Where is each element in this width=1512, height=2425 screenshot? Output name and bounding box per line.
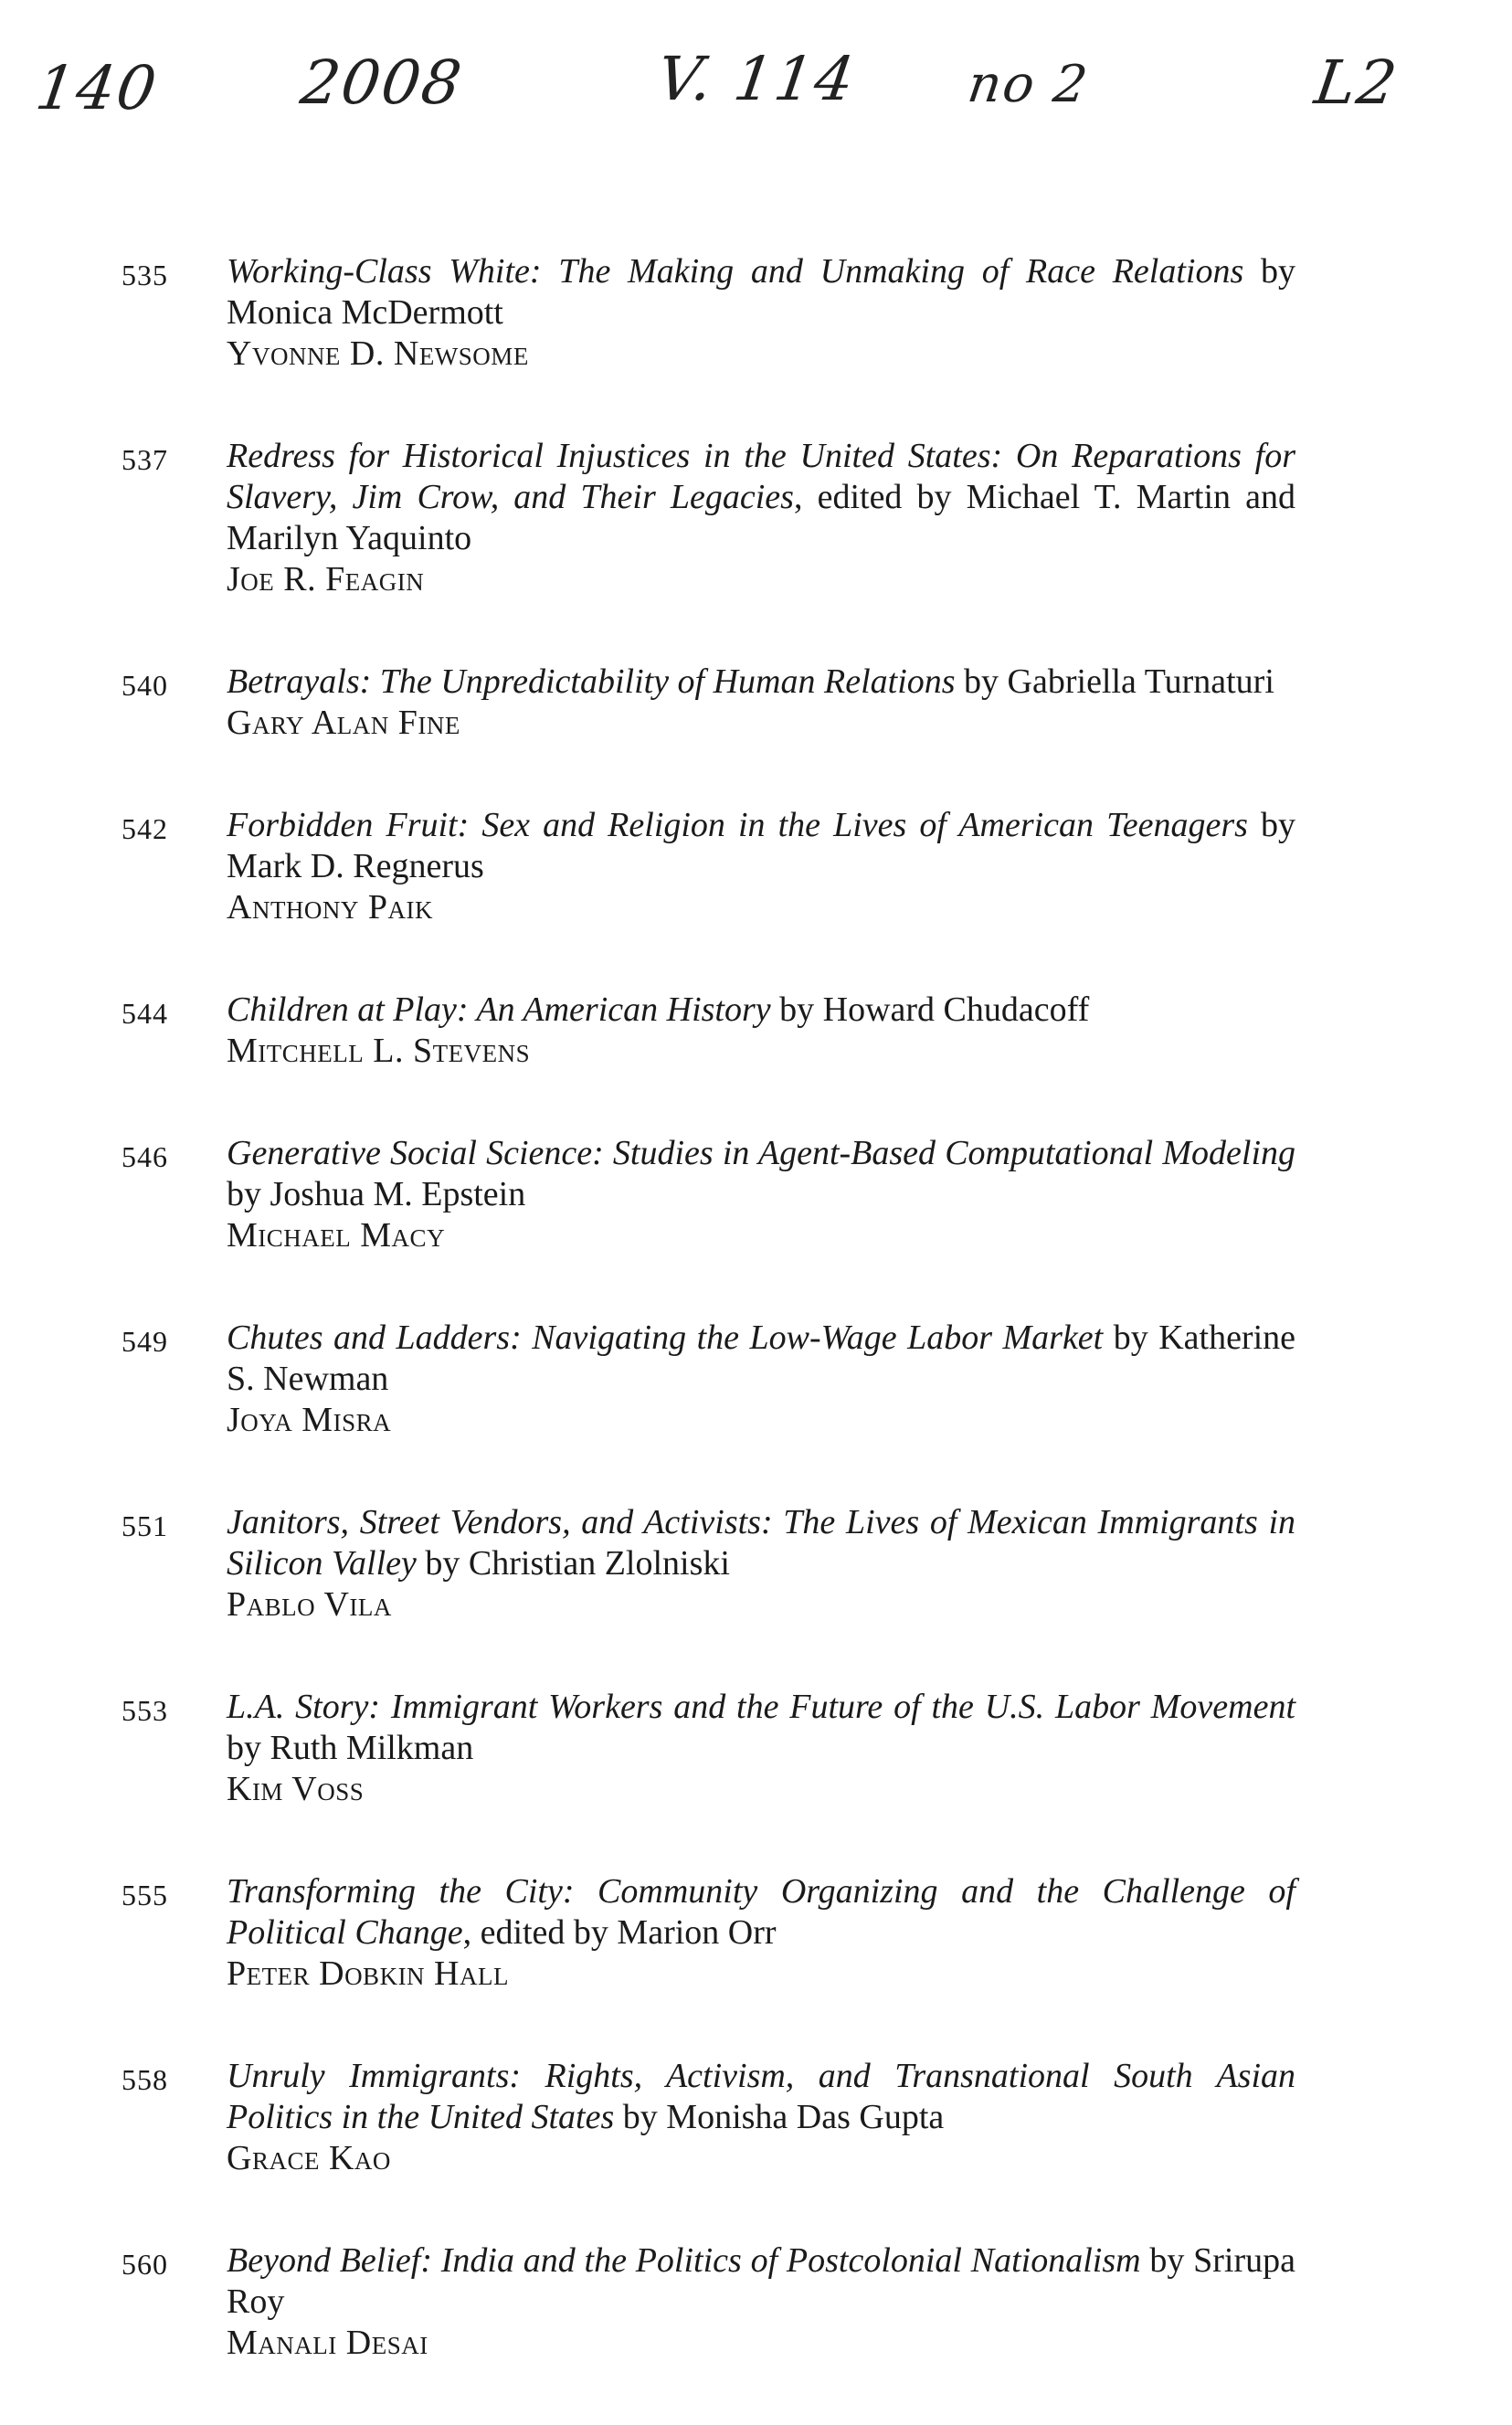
book-title: Redress for Historical Injustices in the United States: On Reparations for Slavery, Jim Crow, and Their Legacies [227, 437, 1295, 516]
list-item [0, 662, 1512, 744]
entry-body [227, 805, 1295, 928]
book-review-list [0, 251, 1512, 2425]
list-item [0, 2056, 1512, 2179]
book-title: Unruly Immigrants: Rights, Activism, and Transnational South Asian Politics in the United States [227, 2057, 1295, 2136]
book-credit: by Joshua M. Epstein [227, 1175, 526, 1213]
entry-body [227, 251, 1295, 375]
list-item [0, 436, 1512, 600]
reviewer-name: Gary Alan Fine [227, 704, 460, 742]
reviewer-name: Michael Macy [227, 1216, 446, 1255]
handwritten-issue: no 2 [964, 55, 1093, 114]
reviewer-name: Joe R. Feagin [227, 560, 425, 598]
book-credit: by Monica McDermott [227, 252, 1296, 332]
list-item [0, 1318, 1512, 1441]
book-title: Working-Class White: The Making and Unmaking of Race Relations [227, 252, 1244, 291]
handwritten-number: 140 [31, 53, 163, 123]
reviewer-name: Yvonne D. Newsome [227, 334, 529, 373]
page-number: 542 [122, 812, 168, 845]
reviewer-name: Peter Dobkin Hall [227, 1954, 509, 1993]
list-item [0, 251, 1512, 375]
book-title: Generative Social Science: Studies in Agent-Based Computational Modeling [227, 1134, 1295, 1172]
handwritten-annotation [0, 27, 1512, 137]
entry-body [227, 662, 1295, 744]
entry-body [227, 990, 1295, 1072]
book-title: Forbidden Fruit: Sex and Religion in the Lives of American Teenagers [227, 806, 1248, 844]
book-credit: by Monisha Das Gupta [614, 2098, 945, 2136]
reviewer-name: Mitchell L. Stevens [227, 1032, 531, 1070]
entry-body [227, 1687, 1295, 1810]
book-title: Chutes and Ladders: Navigating the Low-Wage Labor Market [227, 1318, 1104, 1357]
reviewer-name: Anthony Paik [227, 888, 434, 927]
reviewer-name: Pablo Vila [227, 1585, 392, 1624]
page-number: 549 [122, 1325, 168, 1358]
book-credit: , edited by Marion Orr [462, 1913, 777, 1952]
handwritten-year: 2008 [296, 48, 468, 118]
page-number: 558 [122, 2063, 168, 2096]
entry-body [227, 1871, 1295, 1995]
list-item [0, 990, 1512, 1072]
entry-body [227, 2056, 1295, 2179]
list-item [0, 1687, 1512, 1810]
entry-body [227, 1502, 1295, 1625]
book-title: Janitors, Street Vendors, and Activists: The Lives of Mexican Immigrants in Silicon Valley [227, 1503, 1295, 1583]
page-number: 546 [122, 1140, 168, 1173]
book-credit: by Srirupa Roy [227, 2241, 1295, 2321]
page-number: 544 [122, 997, 168, 1030]
page-number: 537 [122, 443, 168, 476]
book-title: Betrayals: The Unpredictability of Human Relations [227, 662, 956, 701]
book-credit: , edited by Michael T. Martin and Marilyn Yaquinto [227, 478, 1295, 557]
entry-body [227, 436, 1295, 600]
page-number: 535 [122, 259, 168, 291]
book-credit: by Howard Chudacoff [770, 990, 1090, 1029]
entry-body [227, 1133, 1295, 1256]
book-credit: by Katherine S. Newman [227, 1318, 1296, 1398]
book-credit: by Christian Zlolniski [416, 1544, 730, 1583]
reviewer-name: Manali Desai [227, 2324, 428, 2362]
list-item [0, 1133, 1512, 1256]
book-title: Beyond Belief: India and the Politics of Postcolonial Nationalism [227, 2241, 1141, 2280]
book-credit: by Ruth Milkman [227, 1729, 474, 1767]
reviewer-name: Kim Voss [227, 1770, 365, 1808]
page-number: 553 [122, 1694, 168, 1727]
page-number: 560 [122, 2248, 168, 2281]
book-credit: by Mark D. Regnerus [227, 806, 1296, 885]
book-credit: by Gabriella Turnaturi [955, 662, 1274, 701]
book-title: Children at Play: An American History [227, 990, 771, 1029]
book-title: Transforming the City: Community Organizing and the Challenge of Political Change [227, 1872, 1295, 1952]
handwritten-code: L2 [1310, 48, 1403, 118]
list-item [0, 2240, 1512, 2364]
list-item [0, 1502, 1512, 1625]
page-number: 555 [122, 1879, 168, 1911]
book-title: L.A. Story: Immigrant Workers and the Future of the U.S. Labor Movement [227, 1688, 1295, 1726]
page-number: 540 [122, 669, 168, 702]
page-number: 551 [122, 1509, 168, 1542]
entry-body [227, 2240, 1295, 2364]
list-item [0, 805, 1512, 928]
reviewer-name: Joya Misra [227, 1401, 392, 1439]
list-item [0, 1871, 1512, 1995]
reviewer-name: Grace Kao [227, 2139, 391, 2177]
entry-body [227, 1318, 1295, 1441]
handwritten-volume: V. 114 [652, 44, 861, 114]
